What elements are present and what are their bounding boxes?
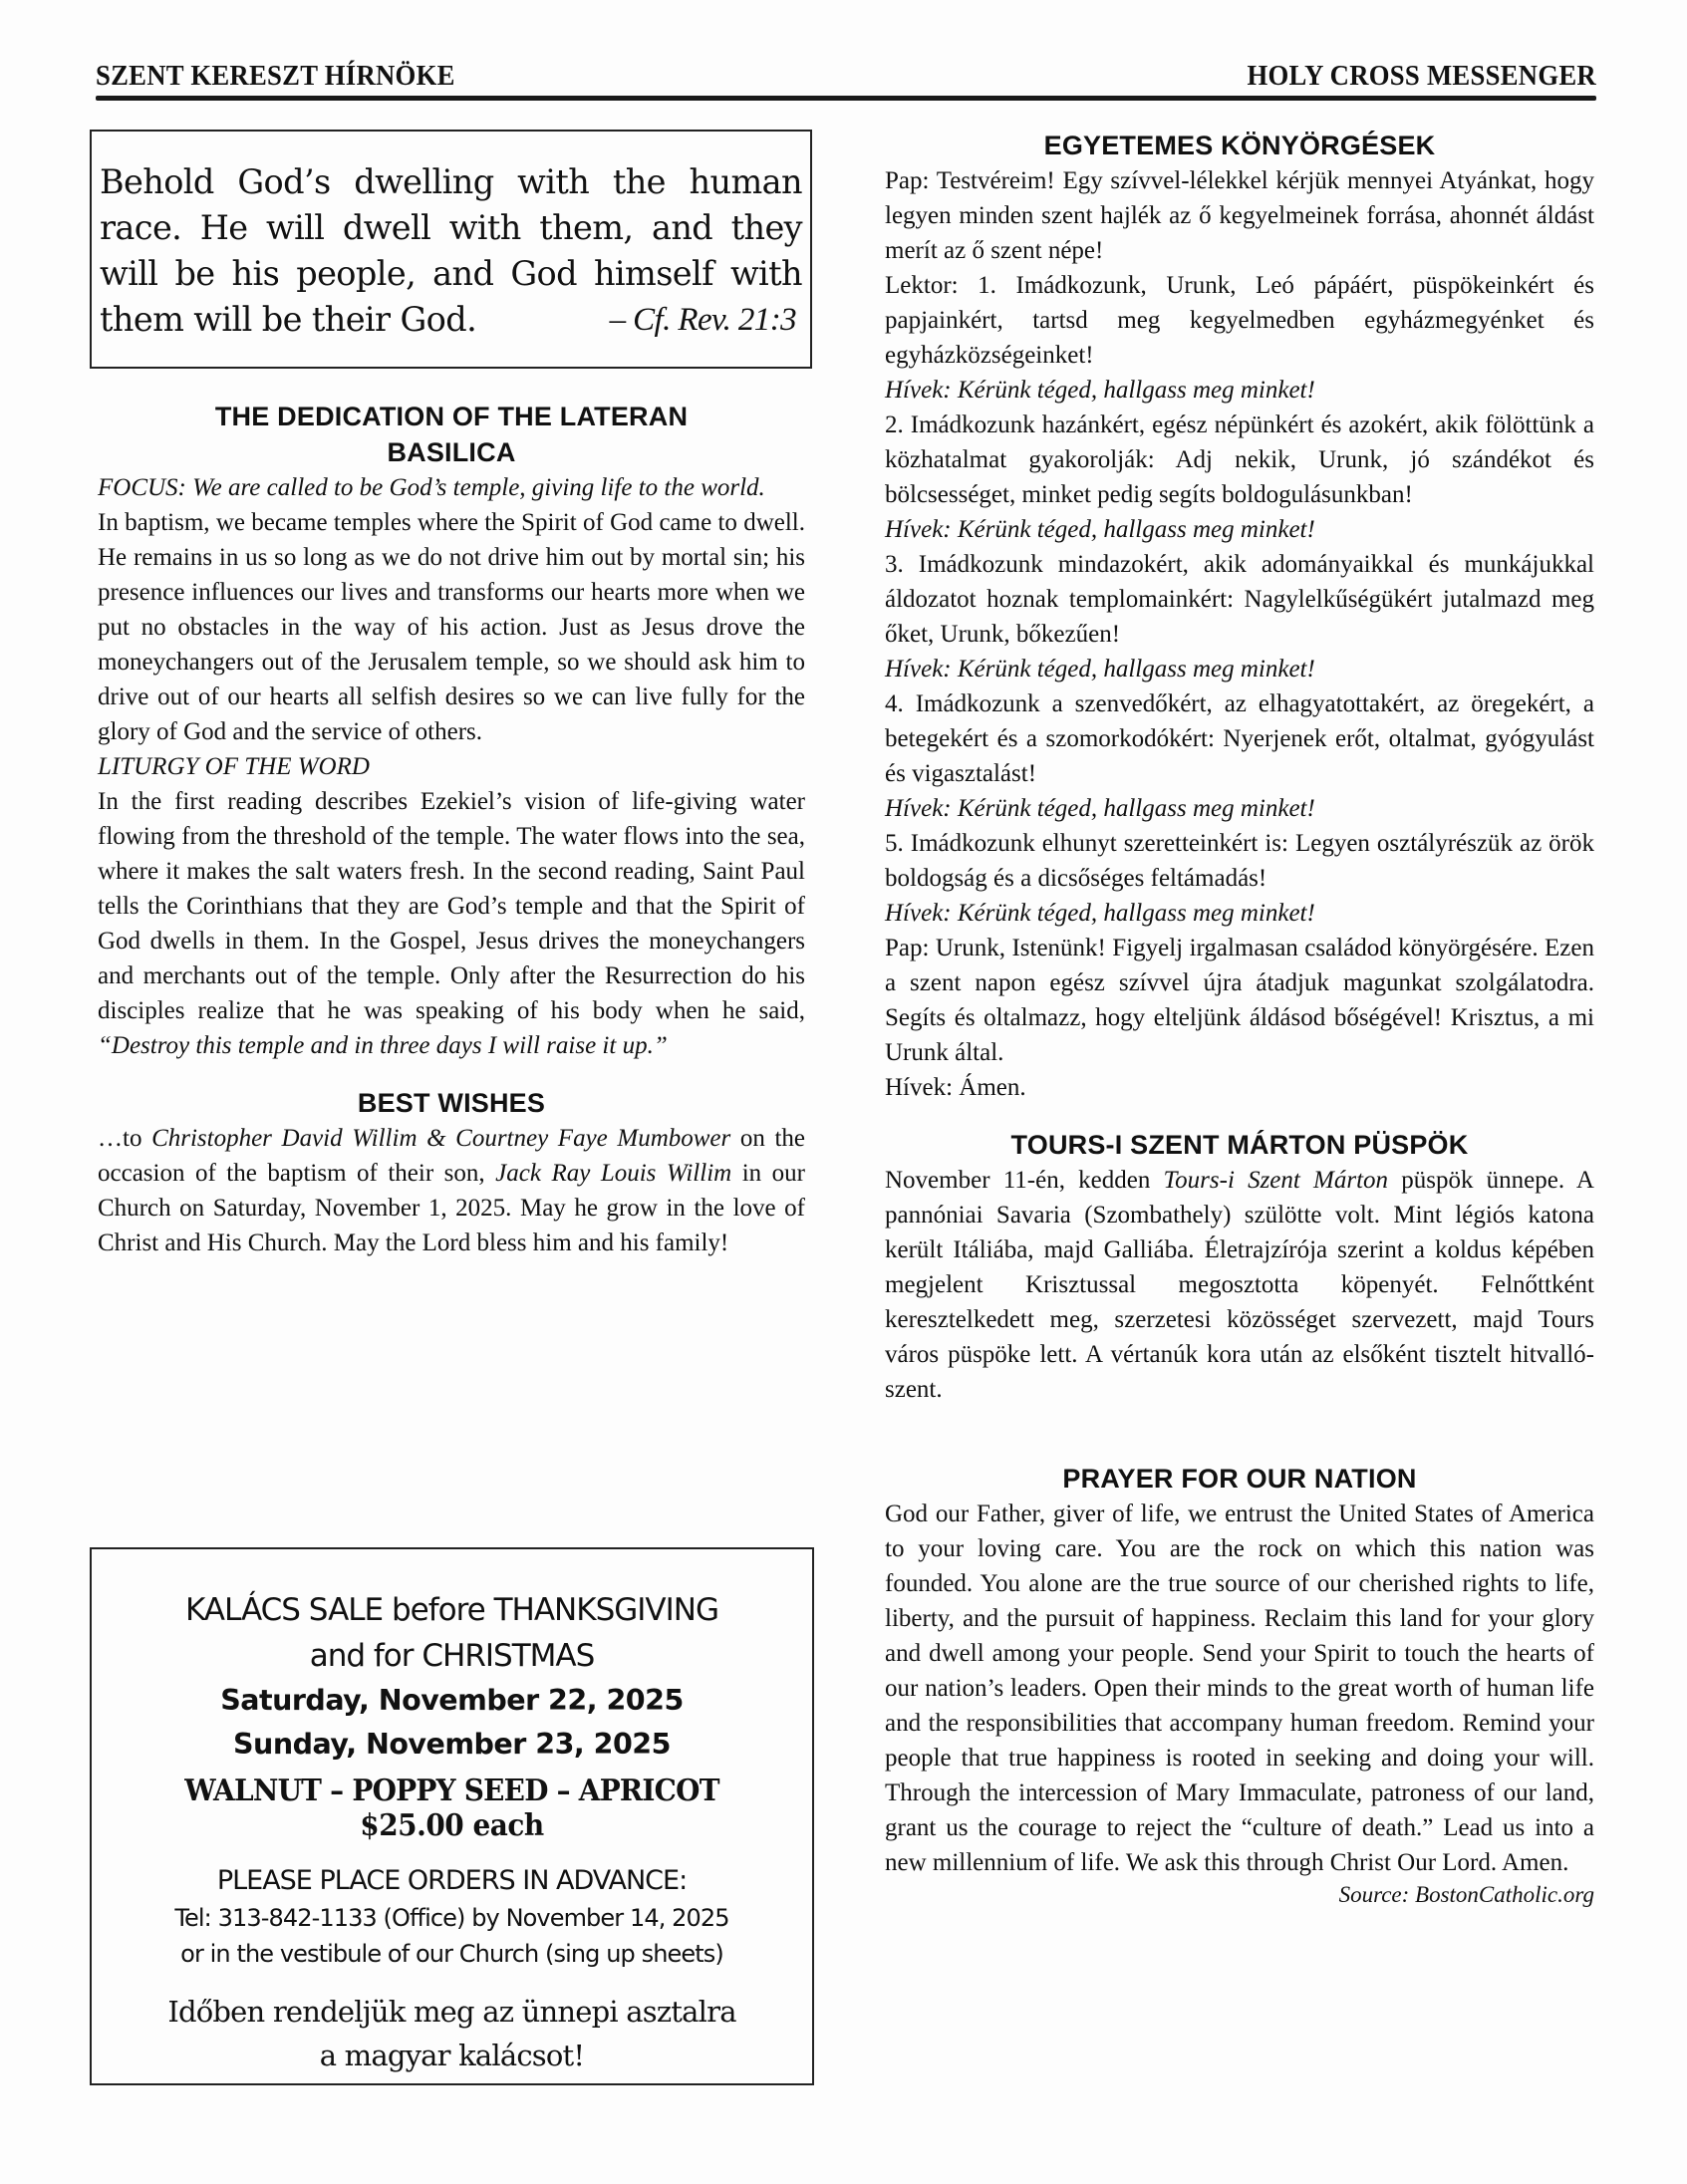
lateran-basilica-article xyxy=(98,399,805,1063)
response-2: Hívek: Kérünk téged, hallgass meg minket! xyxy=(885,516,1315,543)
scripture-quote xyxy=(100,159,802,343)
saint-martin-article xyxy=(885,1127,1594,1407)
best-wishes-lead: …to xyxy=(98,1125,152,1152)
intercessions-title: EGYETEMES KÖNYÖRGÉSEK xyxy=(1043,131,1436,160)
intercessions-intro: Pap: Testvéreim! Egy szívvel-lélekkel kérjük mennyei Atyánkat, hogy legyen minden szent hajlék az ő kegyelmeinek forrása, ahonnét áldást merít az ő szent népe! xyxy=(885,167,1594,264)
scripture-quote-text: Behold God’s dwelling with the human race. He will dwell with them, and they will be his people, and God himself with them will be their God. xyxy=(100,162,802,339)
sale-hungarian-line2: a magyar kalácsot! xyxy=(319,2039,585,2072)
petition-4: 4. Imádkozunk a szenvedőkért, az elhagyatottakért, az öregekért, a betegekért és a szomorkodókért: Nyerjenek erőt, oltalmat, gyógyulást és vigasztalást! xyxy=(885,690,1594,787)
child-name: Jack Ray Louis Willim xyxy=(495,1160,732,1187)
petition-1: Lektor: 1. Imádkozunk, Urunk, Leó pápáért, püspökeinkért és papjainkért, tartsd meg kegyelmedben egyházmegyénket és egyházközségeinket! xyxy=(885,272,1594,369)
sale-orders-heading: PLEASE PLACE ORDERS IN ADVANCE: xyxy=(216,1865,688,1896)
lateran-paragraph-1: In baptism, we became temples where the Spirit of God came to dwell. He remains in us so long as we do not drive him out by mortal sin; his presence influences our lives and transforms our hearts more when we put no obstacles in the way of his action. Just as Jesus drove the moneychangers out of the Jerusalem temple, so we should ask him to drive out of our hearts all selfish desires so we can live fully for the glory of God and the service of others. xyxy=(98,509,805,745)
prayer-for-nation-title: PRAYER FOR OUR NATION xyxy=(1062,1464,1417,1494)
kalacs-sale-box xyxy=(90,1547,814,2085)
prayer-source: Source: BostonCatholic.org xyxy=(1338,1882,1594,1907)
left-column xyxy=(98,399,805,1260)
saint-martin-rest: püspök ünnepe. A pannóniai Savaria (Szombathely) szülötte volt. Mint légiós katona került Itáliába, majd Galliába. Életrajzírója szerint a koldus képében megjelent Krisztussal megosztotta köpenyét. Felnőttként keresztelkedett meg, szerzetesi közösséget szervezett, majd Tours város püspöke lett. A vértanúk kora után az elsőként tisztelt hitvalló-szent. xyxy=(885,1167,1594,1403)
saint-martin-name: Tours-i Szent Márton xyxy=(1163,1167,1389,1194)
sale-title-line1: KALÁCS SALE before THANKSGIVING xyxy=(185,1592,718,1628)
page-header xyxy=(96,56,1596,100)
right-column xyxy=(885,128,1594,1910)
intercessions-amen: Hívek: Ámen. xyxy=(885,1074,1026,1101)
lateran-paragraph-2 xyxy=(98,784,805,1063)
prayer-for-nation-article xyxy=(885,1461,1594,1910)
intercessions-closing: Pap: Urunk, Istenünk! Figyelj irgalmasan családod könyörgésére. Ezen a szent napon egész szívvel újra átadjuk magunkat szolgálatodra. Segíts és oltalmazz, hogy elteljünk áldásod bőségével! Krisztus, a mi Urunk által. xyxy=(885,935,1594,1066)
header-title-english: HOLY CROSS MESSENGER xyxy=(1247,60,1596,92)
header-divider xyxy=(96,96,1596,101)
lateran-focus: FOCUS: We are called to be God’s temple, giving life to the world. xyxy=(98,474,765,501)
response-3: Hívek: Kérünk téged, hallgass meg minket! xyxy=(885,656,1315,682)
sale-vestibule-line: or in the vestibule of our Church (sing up sheets) xyxy=(180,1940,723,1968)
response-4: Hívek: Kérünk téged, hallgass meg minket! xyxy=(885,795,1315,822)
best-wishes-article xyxy=(98,1085,805,1260)
lateran-title-line1: THE DEDICATION OF THE LATERAN xyxy=(214,402,689,431)
sale-date-2: Sunday, November 23, 2025 xyxy=(233,1728,671,1761)
sale-price: $25.00 each xyxy=(360,1808,544,1843)
saint-martin-title: TOURS-I SZENT MÁRTON PÜSPÖK xyxy=(1010,1130,1469,1160)
lateran-title-line2: BASILICA xyxy=(387,437,516,467)
best-wishes-title: BEST WISHES xyxy=(357,1088,546,1118)
petition-3: 3. Imádkozunk mindazokért, akik adományaikkal és munkájukkal áldozatot hoznak templomainkért: Nagylelkűségükért jutalmazd meg őket, Urunk, bőkezűen! xyxy=(885,551,1594,648)
saint-martin-text xyxy=(885,1163,1594,1407)
saint-martin-lead: November 11-én, kedden xyxy=(885,1167,1164,1194)
parents-names: Christopher David Willim & Courtney Faye Mumbower xyxy=(151,1125,731,1152)
lateran-paragraph-2-text: In the first reading describes Ezekiel’s vision of life-giving water flowing from the threshold of the temple. The water flows into the sea, where it makes the salt waters fresh. In the second reading, Saint Paul tells the Corinthians that they are God’s temple and that the Spirit of God dwells in them. In the Gospel, Jesus drives the moneychangers and merchants out of the temple. Only after the Resurrection do his disciples realize that he was speaking of his body when he said, xyxy=(98,788,805,1024)
prayer-for-nation-text: God our Father, giver of life, we entrust the United States of America to your loving care. You are the rock on which this nation was founded. You alone are the true source of our cherished rights to life, liberty, and the pursuit of happiness. Reclaim this land for your glory and dwell among your people. Send your Spirit to touch the hearts of our nation’s leaders. Open their minds to the great worth of human life and the responsibilities that accompany human freedom. Remind your people that true happiness is rooted in seeking and doing your will. Through the intercession of Mary Immaculate, patroness of our land, grant us the courage to reject the “culture of death.” Lead us into a new millennium of life. We ask this through Christ Our Lord. Amen. xyxy=(885,1501,1594,1876)
petition-2: 2. Imádkozunk hazánkért, egész népünkért és azokért, akik fölöttünk a közhatalmat gyakorolják: Adj nekik, Urunk, jó szándékot és bölcsességet, minket pedig segíts boldogulásunkban! xyxy=(885,411,1594,508)
gospel-quote: “Destroy this temple and in three days I will raise it up.” xyxy=(98,1032,668,1059)
intercessions-article xyxy=(885,128,1594,1105)
liturgy-heading: LITURGY OF THE WORD xyxy=(98,753,370,780)
header-title-hungarian: SZENT KERESZT HÍRNÖKE xyxy=(96,60,455,92)
scripture-citation: – Cf. Rev. 21:3 xyxy=(609,302,796,338)
sale-date-1: Saturday, November 22, 2025 xyxy=(220,1684,684,1717)
sale-title-line2: and for CHRISTMAS xyxy=(309,1638,595,1674)
sale-flavors: WALNUT – POPPY SEED – APRICOT xyxy=(184,1774,719,1808)
sale-hungarian-line1: Időben rendeljük meg az ünnepi asztalra xyxy=(167,1995,736,2029)
best-wishes-text xyxy=(98,1121,805,1260)
best-wishes-rest: in our Church on Saturday, November 1, 2025. May he grow in the love of Christ and His Church. May the Lord bless him and his family! xyxy=(98,1160,805,1256)
sale-phone-line: Tel: 313-842-1133 (Office) by November 14, 2025 xyxy=(174,1904,729,1932)
response-1: Hívek: Kérünk téged, hallgass meg minket! xyxy=(885,377,1315,404)
scripture-quote-box xyxy=(90,130,812,369)
petition-5: 5. Imádkozunk elhunyt szeretteinkért is: Legyen osztályrészük az örök boldogság és a dicsőséges feltámadás! xyxy=(885,830,1594,892)
best-wishes-middle: on the occasion of the baptism of their son, xyxy=(98,1125,806,1187)
response-5: Hívek: Kérünk téged, hallgass meg minket! xyxy=(885,900,1315,927)
